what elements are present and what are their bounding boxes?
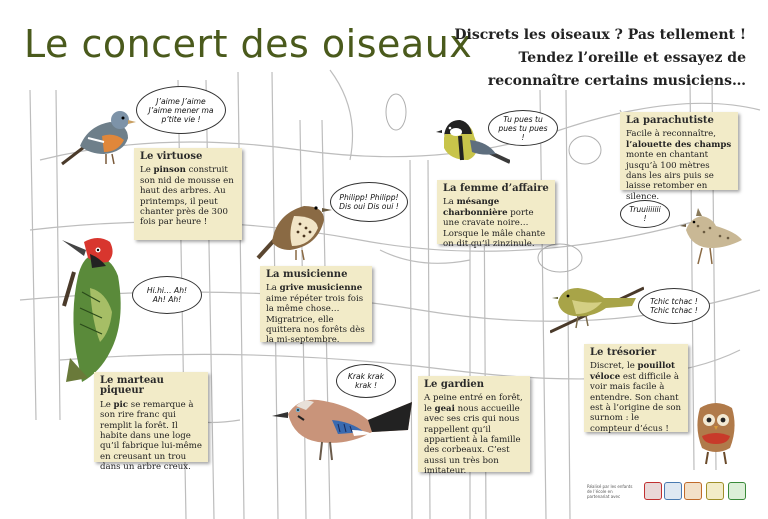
jay-song-bubble: Krak krak krak ! [336,364,396,398]
footer-credit: Réalisé par les enfants de l’école en partenariat avec [587,484,633,499]
chaffinch-song-bubble: J’aime J’aime J’aime mener ma p’tite vie ! [136,86,226,134]
woodpecker-illustration [60,232,132,384]
thrush-illustration [254,192,334,264]
card-heading: La femme d’affaire [443,183,549,194]
skylark-song-bubble: Truuiiiiiii ! [620,200,670,228]
card-femme-affaire [437,180,555,250]
partner-logo-3 [684,482,702,500]
card-parachutiste [620,112,738,202]
card-text: Le pic se remarque à son rire franc qui remplit la forêt. Il habite dans une loge qu’il fabrique lui-même en creusant un trou dans un arbre creux. [100,399,202,473]
card-musicienne [260,266,372,346]
poster-title: Le concert des oiseaux [24,22,473,66]
partner-logo-2 [664,482,682,500]
card-heading: Le gardien [424,379,485,390]
card-heading: Le marteau piqueur [100,375,164,397]
card-text: La mésange charbonnière porte une cravate noire… Lorsque le mâle chante on dit qu’il zinzinule. [443,197,546,250]
intro-text: Discrets les oiseaux ? Pas tellement ! Tendez l’oreille et essayez de reconnaître certains musiciens… [454,27,746,89]
card-text: Le pinson construit son nid de mousse en haut des arbres. Au printemps, il peut chanter près de 300 fois par heure ! [140,165,234,228]
chiffchaff-song-bubble: Tchic tchac ! Tchic tchac ! [638,288,710,324]
card-text: La grive musicienne aime répéter trois fois la même chose… Migratrice, elle quittera nos forêts dès la mi-septembre. [266,283,365,346]
card-heading: La parachutiste [626,115,714,126]
card-tresorier [584,344,688,432]
partner-logo-1 [644,482,662,500]
great-tit-song-bubble: Tu pues tu pues tu pues ! [488,110,558,146]
jay-illustration [268,390,416,466]
partner-logo-4 [706,482,724,500]
chiffchaff-illustration [550,282,644,338]
card-text: Facile à reconnaître, l’alouette des champs monte en chantant jusqu’à 100 mètres dans les airs puis se laisse retomber en silence. [626,129,732,202]
thrush-song-bubble: Philipp! Philipp! Dis oui Dis oui ! [330,182,408,222]
card-heading: Le virtuose [140,151,203,162]
card-marteau-piqueur [94,372,208,473]
skylark-illustration [676,204,746,270]
owl-mascot-illustration [694,400,738,468]
partner-logo-5 [728,482,746,500]
chaffinch-illustration [58,106,138,170]
card-heading: La musicienne [266,269,348,280]
card-virtuose [134,148,242,240]
card-heading: Le trésorier [590,347,657,358]
card-text: Discret, le pouillot véloce est difficile à voir mais facile à entendre. Son chant est à l’origine de son surnom : le compteur d’écus ! [590,361,682,434]
card-gardien [418,376,530,477]
card-text: A peine entré en forêt, le geai nous accueille avec ses cris qui nous rappellent qu’il appartient à la famille des corbeaux. C’est aussi un très bon imitateur. [424,393,523,477]
woodpecker-song-bubble: Hi.hi… Ah! Ah! Ah! [132,276,202,314]
